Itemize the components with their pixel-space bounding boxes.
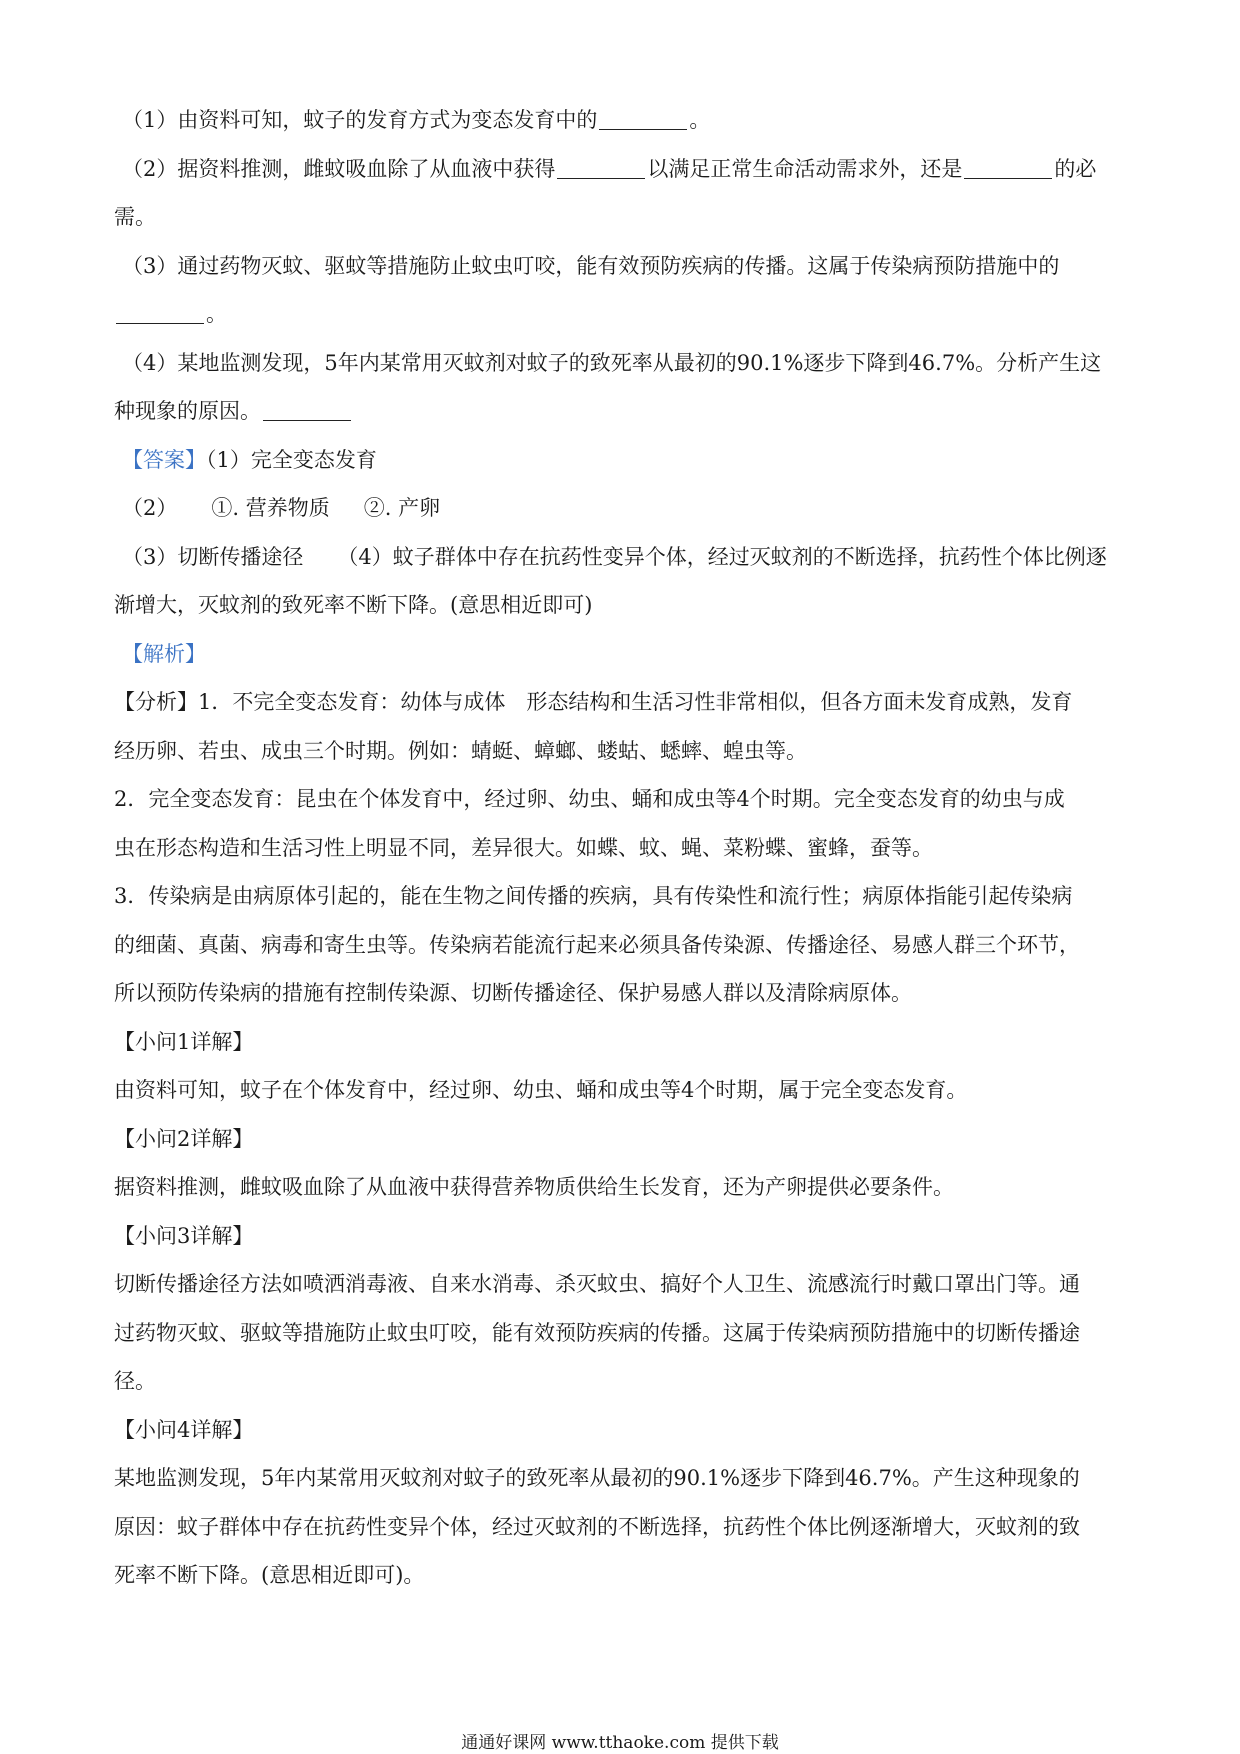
analysis-point-2-cont: 虫在形态构造和生活习性上明显不同，差异很大。如蝶、蚊、蝇、菜粉蝶、蜜蜂，蚕等。	[114, 835, 933, 860]
answer-3-4	[114, 533, 1134, 582]
subquestion-2-title: 【小问2详解】	[114, 1126, 254, 1151]
answer-blank	[964, 158, 1052, 179]
answer-4-text: （4）蚊子群体中存在抗药性变异个体，经过灭蚊剂的不断选择，抗药性个体比例逐	[337, 544, 1107, 569]
subquestion-3-title: 【小问3详解】	[114, 1223, 254, 1248]
question-1-text: （1）由资料可知，蚊子的发育方式为变态发育中的	[122, 108, 598, 132]
analysis-point-1: 【分析】1．不完全变态发育：幼体与成体 形态结构和生活习性非常相似，但各方面未发育成熟，发育	[114, 690, 1073, 714]
answer-blank	[263, 400, 351, 421]
question-3-end: 。	[206, 302, 227, 326]
page-footer: 通通好课网 www.tthaoke.com 提供下载	[461, 1733, 779, 1753]
question-1-end: 。	[689, 108, 711, 132]
answer-2-label: （2）	[122, 496, 178, 520]
analysis-point-3-cont: 的细菌、真菌、病毒和寄生虫等。传染病若能流行起来必须具备传染源、传播途径、易感人群三个环节，	[114, 932, 1080, 957]
answer-tag: 【答案】	[122, 447, 206, 472]
answer-blank	[557, 158, 645, 179]
subquestion-4-body-cont: 死率不断下降。(意思相近即可)。	[114, 1563, 425, 1587]
analysis-point-1-cont: 经历卵、若虫、成虫三个时期。例如：蜻蜓、蟑螂、蝼蛄、蟋蟀、蝗虫等。	[114, 738, 807, 763]
subquestion-4-body: 某地监测发现，5年内某常用灭蚊剂对蚊子的致死率从最初的90.1%逐步下降到46.7%。产生这种现象的	[114, 1466, 1080, 1490]
answer-4-cont: 渐增大，灭蚊剂的致死率不断下降。(意思相近即可)	[114, 593, 593, 617]
question-2-cont: 需。	[114, 205, 156, 229]
answer-3-text: （3）切断传播途径	[122, 544, 304, 569]
question-2	[114, 145, 1134, 194]
question-2-text-b: 以满足正常生命活动需求外，还是	[647, 156, 963, 181]
question-4-cont	[114, 387, 1134, 436]
answer-1-text: （1）完全变态发育	[206, 447, 377, 472]
document-body	[114, 96, 1134, 1600]
subquestion-2-body: 据资料推测，雌蚊吸血除了从血液中获得营养物质供给生长发育，还为产卵提供必要条件。	[114, 1175, 954, 1199]
analysis-point-2: 2．完全变态发育：昆虫在个体发育中，经过卵、幼虫、蛹和成虫等4个时期。完全变态发育的幼虫与成	[114, 787, 1065, 811]
question-2-text-a: （2）据资料推测，雌蚊吸血除了从血液中获得	[122, 156, 556, 181]
answer-blank	[599, 109, 687, 130]
question-4-text: 种现象的原因。	[114, 399, 261, 423]
answer-1	[114, 436, 1134, 485]
question-1	[114, 96, 1134, 145]
subquestion-4-title: 【小问4详解】	[114, 1417, 254, 1442]
question-3-cont	[114, 290, 1134, 339]
subquestion-1-body: 由资料可知，蚊子在个体发育中，经过卵、幼虫、蛹和成虫等4个时期，属于完全变态发育。	[114, 1078, 968, 1102]
analysis-point-3-cont: 所以预防传染病的措施有控制传染源、切断传播途径、保护易感人群以及清除病原体。	[114, 981, 912, 1005]
subquestion-3-body: 切断传播途径方法如喷洒消毒液、自来水消毒、杀灭蚊虫、搞好个人卫生、流感流行时戴口罩出门等。通	[114, 1272, 1080, 1296]
question-4: （4）某地监测发现，5年内某常用灭蚊剂对蚊子的致死率从最初的90.1%逐步下降到46.7%。分析产生这	[122, 350, 1102, 375]
answer-2-part-2: ②. 产卵	[363, 496, 441, 520]
question-2-text-c: 的必	[1054, 156, 1097, 181]
answer-2	[114, 484, 1134, 533]
answer-2-part-1: ①. 营养物质	[211, 496, 330, 520]
subquestion-4-body-cont: 原因：蚊子群体中存在抗药性变异个体，经过灭蚊剂的不断选择，抗药性个体比例逐渐增大，灭蚊剂的致	[114, 1514, 1080, 1539]
question-3: （3）通过药物灭蚊、驱蚊等措施防止蚊虫叮咬，能有效预防疾病的传播。这属于传染病预防措施中的	[122, 253, 1060, 278]
analysis-point-3: 3．传染病是由病原体引起的，能在生物之间传播的疾病，具有传染性和流行性；病原体指能引起传染病	[114, 884, 1073, 908]
analysis-tag: 【解析】	[122, 641, 206, 666]
subquestion-1-title: 【小问1详解】	[114, 1029, 254, 1054]
subquestion-3-body-cont: 径。	[114, 1369, 156, 1393]
subquestion-3-body-cont: 过药物灭蚊、驱蚊等措施防止蚊虫叮咬，能有效预防疾病的传播。这属于传染病预防措施中的切断传播途	[114, 1320, 1080, 1345]
answer-blank	[116, 303, 204, 324]
